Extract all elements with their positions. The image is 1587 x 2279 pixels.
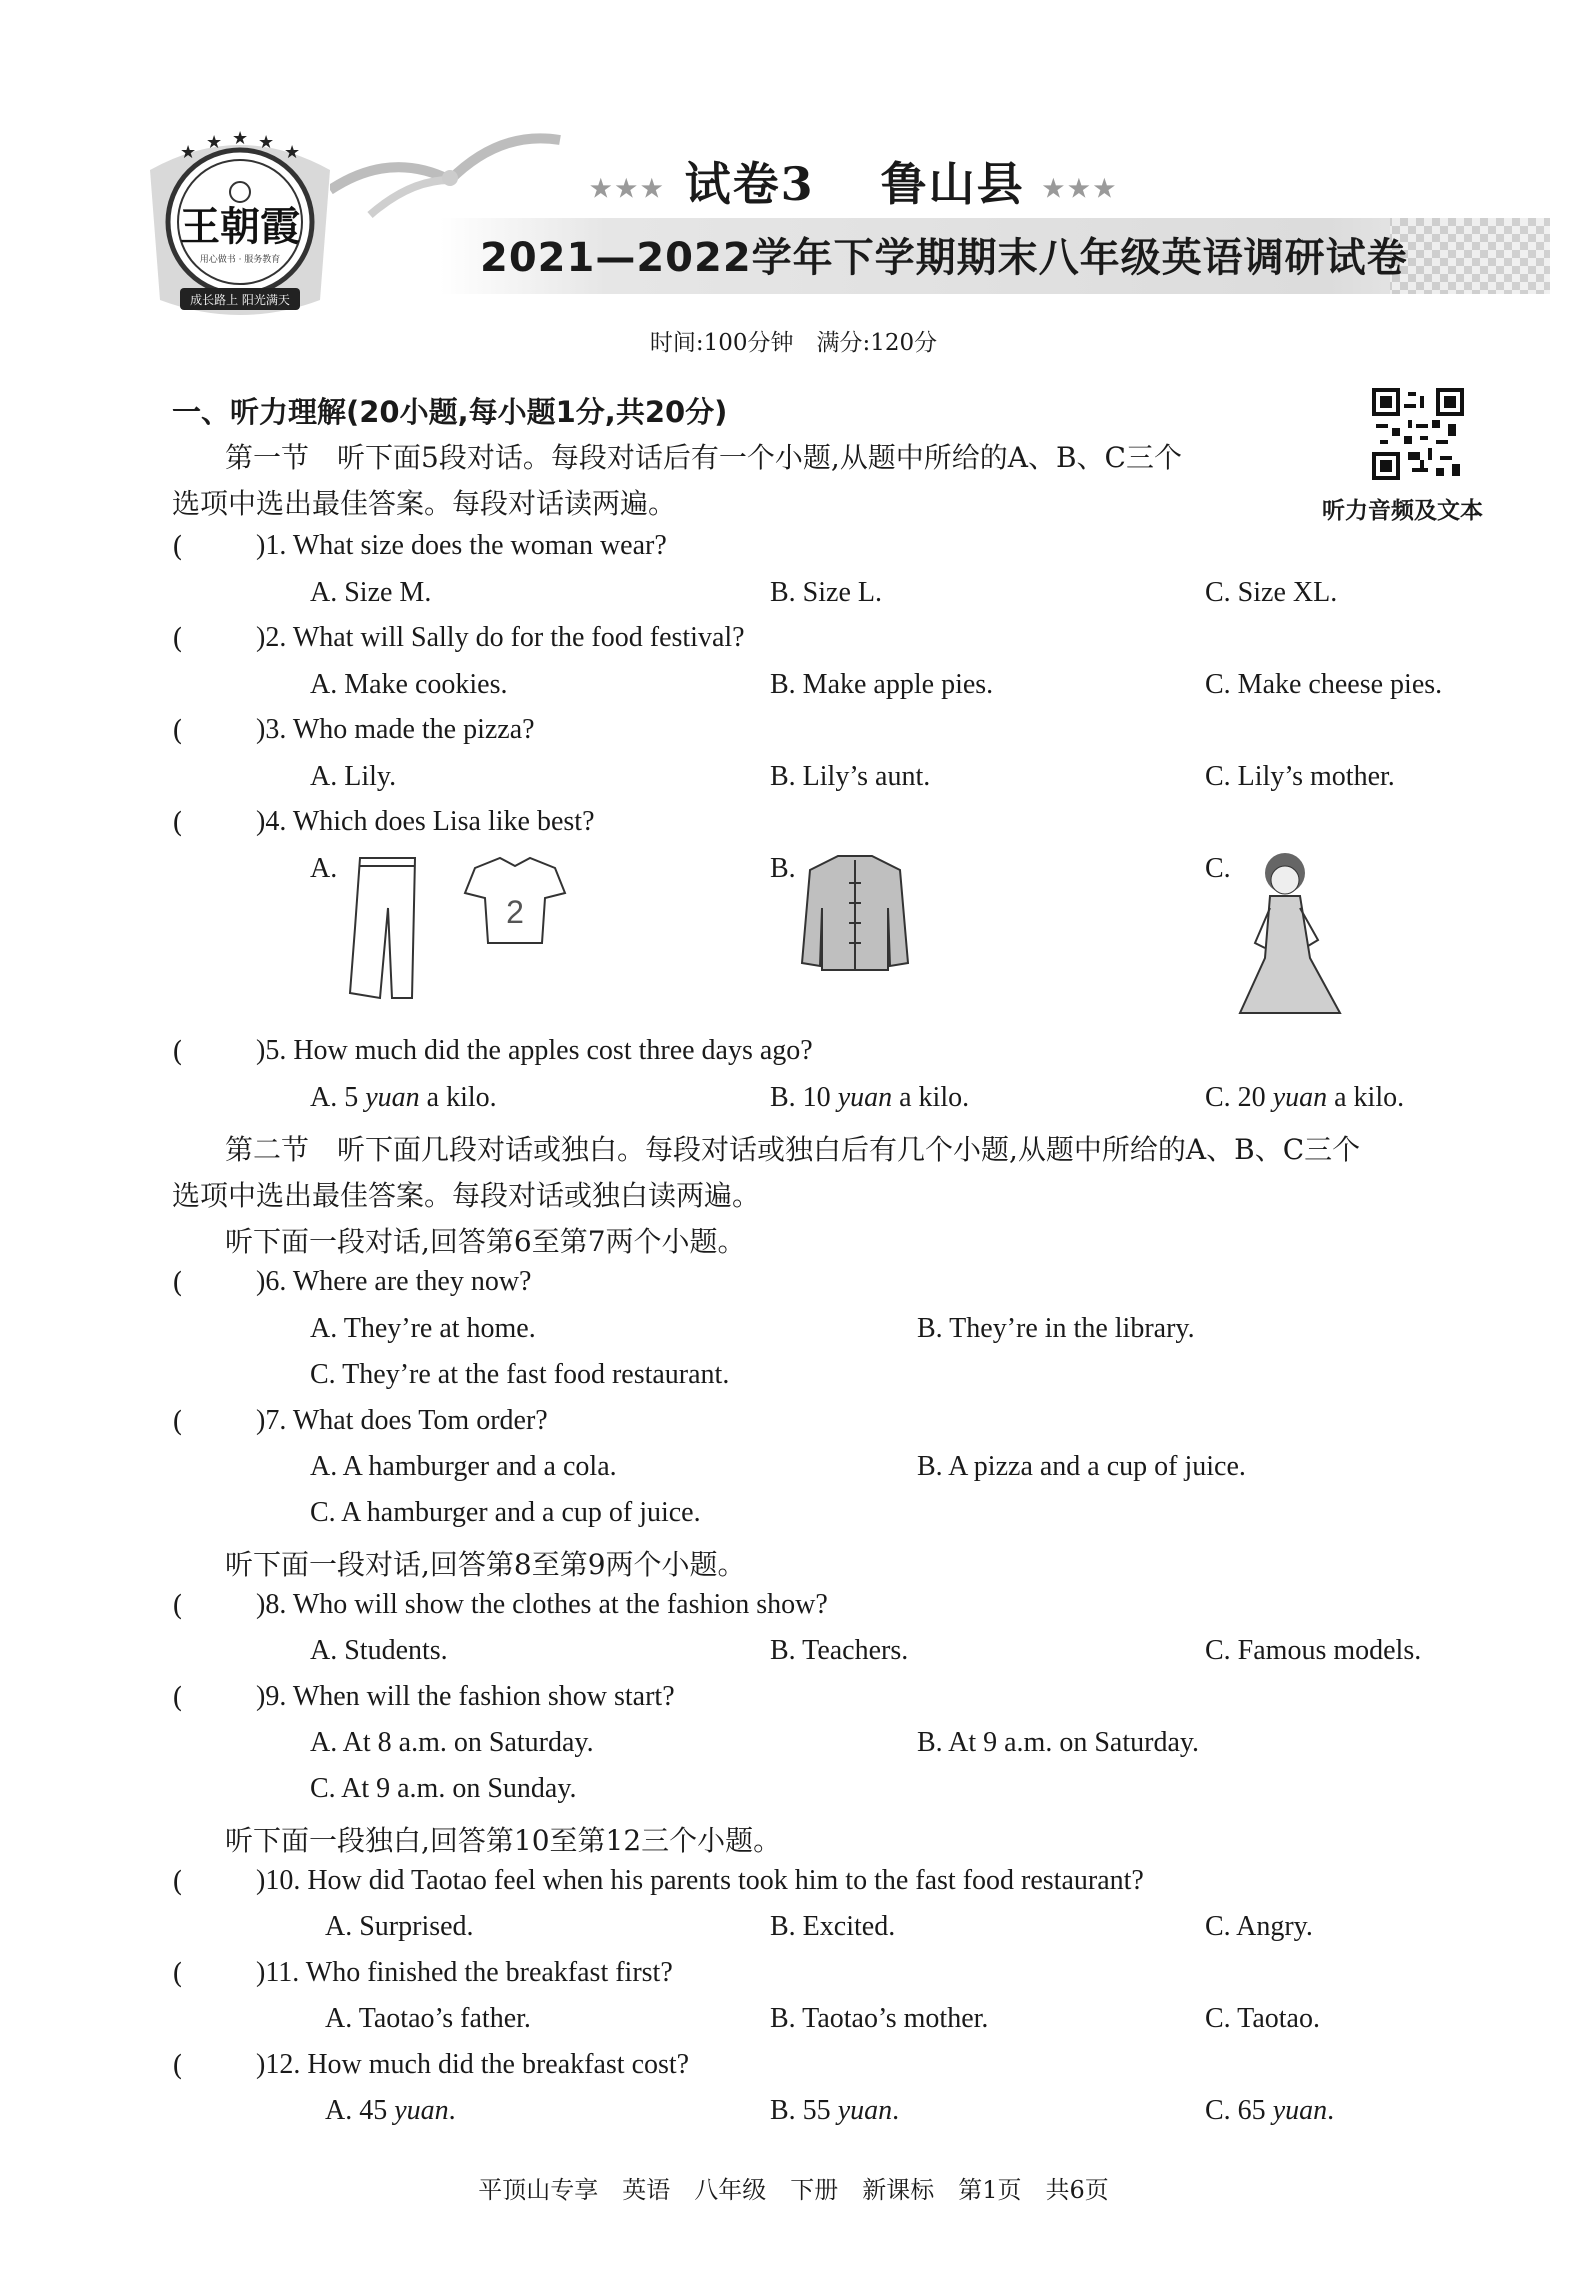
qr-label: 听力音频及文本 <box>1322 498 1483 524</box>
paper-title <box>590 148 1119 214</box>
part1-instructions: 第一节 听下面5段对话。每段对话后有一个小题,从题中所给的A、B、C三个 <box>225 441 1182 474</box>
q12-option-c[interactable]: C. 65 yuan. <box>1205 2095 1335 2126</box>
question-3: )3. Who made the pizza? <box>256 714 535 745</box>
q1-option-a[interactable]: A. Size M. <box>310 577 432 608</box>
q2-option-b[interactable]: B. Make apple pies. <box>770 669 994 700</box>
question-8: )8. Who will show the clothes at the fashion show? <box>256 1589 828 1620</box>
q9-option-a[interactable]: A. At 8 a.m. on Saturday. <box>310 1727 594 1758</box>
answer-blank[interactable]: ( <box>172 622 183 655</box>
question-10: )10. How did Taotao feel when his parents took him to the fast food restaurant? <box>256 1865 1144 1896</box>
question-4: )4. Which does Lisa like best? <box>256 806 595 837</box>
q12-option-a[interactable]: A. 45 yuan. <box>325 2095 456 2126</box>
question-6: )6. Where are they now? <box>256 1266 532 1297</box>
q8-option-b[interactable]: B. Teachers. <box>770 1635 909 1666</box>
svg-text:★: ★ <box>284 142 301 163</box>
exam-title: 2021—2022学年下学期期末八年级英语调研试卷 <box>480 235 1408 281</box>
question-12: )12. How much did the breakfast cost? <box>256 2049 690 2080</box>
tang-suit-jacket-image[interactable] <box>800 848 910 978</box>
answer-blank[interactable]: ( <box>172 1035 183 1068</box>
q12-option-b[interactable]: B. 55 yuan. <box>770 2095 900 2126</box>
q1-option-b[interactable]: B. Size L. <box>770 577 882 608</box>
q8-option-a[interactable]: A. Students. <box>310 1635 448 1666</box>
q11-option-a[interactable]: A. Taotao’s father. <box>325 2003 531 2034</box>
answer-blank[interactable]: ( <box>172 1681 183 1714</box>
subsection-8-9: 听下面一段对话,回答第8至第9两个小题。 <box>225 1548 746 1581</box>
decorative-ribbon <box>330 120 570 230</box>
q4-option-b[interactable]: B. <box>770 853 796 884</box>
stars-right-icon: ★★★ <box>1042 173 1120 203</box>
q11-option-c[interactable]: C. Taotao. <box>1205 2003 1320 2034</box>
q10-option-b[interactable]: B. Excited. <box>770 1911 896 1942</box>
svg-text:★: ★ <box>258 132 275 153</box>
q1-option-c[interactable]: C. Size XL. <box>1205 577 1338 608</box>
q8-option-c[interactable]: C. Famous models. <box>1205 1635 1422 1666</box>
answer-blank[interactable]: ( <box>172 714 183 747</box>
q4-option-a[interactable]: A. <box>310 853 338 884</box>
answer-blank[interactable]: ( <box>172 1405 183 1438</box>
qipao-girl-image[interactable] <box>1230 848 1350 1018</box>
answer-blank[interactable]: ( <box>172 806 183 839</box>
answer-blank[interactable]: ( <box>172 1589 183 1622</box>
part2-instructions-cont: 选项中选出最佳答案。每段对话或独白读两遍。 <box>172 1179 761 1212</box>
svg-text:用心做书 · 服务教育: 用心做书 · 服务教育 <box>199 255 281 265</box>
answer-blank[interactable]: ( <box>172 530 183 563</box>
q5-option-a[interactable]: A. 5 yuan a kilo. <box>310 1082 497 1113</box>
section-title: 一、听力理解(20小题,每小题1分,共20分) <box>172 395 728 429</box>
q9-option-c[interactable]: C. At 9 a.m. on Sunday. <box>310 1773 577 1804</box>
publisher-logo <box>140 130 340 330</box>
subsection-6-7: 听下面一段对话,回答第6至第7两个小题。 <box>225 1225 746 1258</box>
question-5: )5. How much did the apples cost three days ago? <box>256 1035 813 1066</box>
svg-text:成长路上 阳光满天: 成长路上 阳光满天 <box>190 293 290 307</box>
stars-left-icon: ★★★ <box>590 173 667 203</box>
qr-code-icon[interactable] <box>1372 388 1464 480</box>
q7-option-a[interactable]: A. A hamburger and a cola. <box>310 1451 617 1482</box>
question-2: )2. What will Sally do for the food festival? <box>256 622 745 653</box>
q6-option-a[interactable]: A. They’re at home. <box>310 1313 536 1344</box>
q9-option-b[interactable]: B. At 9 a.m. on Saturday. <box>917 1727 1200 1758</box>
q3-option-b[interactable]: B. Lily’s aunt. <box>770 761 931 792</box>
part1-instructions-cont: 选项中选出最佳答案。每段对话读两遍。 <box>172 487 677 520</box>
q4-option-c[interactable]: C. <box>1205 853 1231 884</box>
q7-option-b[interactable]: B. A pizza and a cup of juice. <box>917 1451 1246 1482</box>
answer-blank[interactable]: ( <box>172 1266 183 1299</box>
question-9: )9. When will the fashion show start? <box>256 1681 675 1712</box>
q7-option-c[interactable]: C. A hamburger and a cup of juice. <box>310 1497 701 1528</box>
paper-number: 试卷3 <box>684 157 815 211</box>
q2-option-c[interactable]: C. Make cheese pies. <box>1205 669 1443 700</box>
svg-text:2: 2 <box>506 894 524 930</box>
q6-option-c[interactable]: C. They’re at the fast food restaurant. <box>310 1359 730 1390</box>
svg-text:王朝霞: 王朝霞 <box>180 203 300 250</box>
answer-blank[interactable]: ( <box>172 1865 183 1898</box>
question-11: )11. Who finished the breakfast first? <box>256 1957 673 1988</box>
q5-option-b[interactable]: B. 10 yuan a kilo. <box>770 1082 970 1113</box>
question-7: )7. What does Tom order? <box>256 1405 548 1436</box>
subsection-10-12: 听下面一段独白,回答第10至第12三个小题。 <box>225 1824 782 1857</box>
q11-option-b[interactable]: B. Taotao’s mother. <box>770 2003 989 2034</box>
answer-blank[interactable]: ( <box>172 1957 183 1990</box>
q10-option-a[interactable]: A. Surprised. <box>325 1911 474 1942</box>
svg-text:★: ★ <box>232 130 249 149</box>
svg-text:★: ★ <box>180 142 197 163</box>
page-footer: 平顶山专享 英语 八年级 下册 新课标 第1页 共6页 <box>478 2176 1109 2204</box>
q2-option-a[interactable]: A. Make cookies. <box>310 669 508 700</box>
q5-option-c[interactable]: C. 20 yuan a kilo. <box>1205 1082 1405 1113</box>
exam-info: 时间:100分钟 满分:120分 <box>649 330 938 356</box>
q3-option-a[interactable]: A. Lily. <box>310 761 397 792</box>
q10-option-c[interactable]: C. Angry. <box>1205 1911 1313 1942</box>
answer-blank[interactable]: ( <box>172 2049 183 2082</box>
q6-option-b[interactable]: B. They’re in the library. <box>917 1313 1195 1344</box>
svg-text:★: ★ <box>206 132 223 153</box>
q3-option-c[interactable]: C. Lily’s mother. <box>1205 761 1395 792</box>
part2-instructions: 第二节 听下面几段对话或独白。每段对话或独白后有几个小题,从题中所给的A、B、C三个 <box>225 1133 1361 1166</box>
pants-and-tshirt-image[interactable] <box>340 848 570 1008</box>
county-name: 鲁山县 <box>880 157 1025 211</box>
question-1: )1. What size does the woman wear? <box>256 530 667 561</box>
